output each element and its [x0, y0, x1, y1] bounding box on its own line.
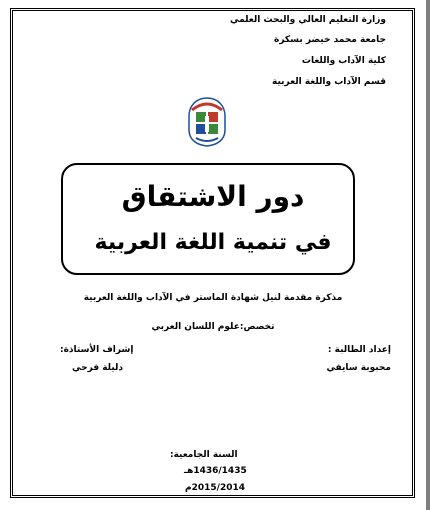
- thesis-title-line1: دور الاشتقاق: [121, 180, 305, 213]
- faculty-line: كلية الآداب واللغات: [301, 56, 386, 66]
- thesis-subtitle: مذكرة مقدمة لنيل شهادة الماستر في الآداب واللغة العربية: [83, 293, 343, 303]
- student-name: محبوبة سايفي: [326, 363, 391, 373]
- university-logo: [186, 96, 228, 148]
- university-line: جامعة محمد خيضر بسكرة: [274, 35, 386, 45]
- student-label: إعداد الطالبة :: [327, 345, 391, 355]
- academic-year-gregorian: 2015/2014م: [185, 483, 245, 493]
- supervisor-name: دليلة فرحي: [72, 363, 124, 373]
- thesis-title-line2: في تنمية اللغة العربية: [94, 230, 332, 255]
- ministry-line: وزارة التعليم العالي والبحث العلمي: [229, 15, 386, 25]
- department-line: قسم الآداب واللغة العربية: [272, 77, 386, 87]
- academic-year-label: السنة الجامعية:: [170, 450, 238, 460]
- specialty-line: تخصص:علوم اللسان العربي: [151, 322, 275, 332]
- supervisor-label: إشراف الأستاذة:: [60, 345, 134, 355]
- academic-year-hijri: 1436/1435هـ: [184, 466, 247, 476]
